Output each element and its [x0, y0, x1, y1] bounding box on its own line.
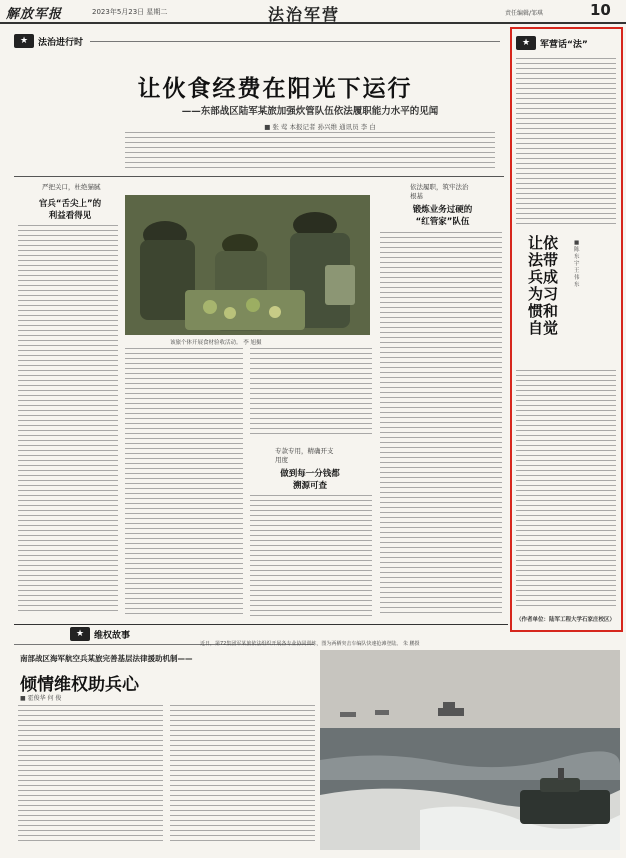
- editor-credit: 责任编辑/邹琪: [505, 10, 544, 17]
- story2-byline: ■ 霍俊华 何 俊: [20, 695, 62, 702]
- story2-title: 倾情维权助兵心: [20, 675, 139, 695]
- subtitle-3c: 做到每一分钱都: [280, 469, 340, 479]
- column-tag-law-progress: [14, 34, 83, 48]
- commentary-byline: ■ 陈东宇 王伟东: [574, 240, 580, 288]
- subtitle-2d: “红管家”队伍: [415, 217, 470, 227]
- subtitle-1b: 官兵“舌尖上”的: [38, 199, 102, 209]
- newspaper-logo: 解放军报: [6, 7, 63, 22]
- story2-text-column-1: [18, 705, 163, 845]
- subtitle-1c: 利益看得见: [48, 211, 92, 221]
- main-photo-caption: 该旅个体开展食材验收活动。 李 旭摄: [170, 340, 262, 346]
- column-tag-label: 维权故事: [94, 630, 131, 641]
- divider: [14, 624, 508, 625]
- text-column-4: [380, 232, 502, 617]
- commentary-text-bottom: [516, 370, 616, 610]
- kicker-2b: 根基: [410, 192, 423, 200]
- star-icon: ★: [14, 34, 34, 48]
- star-icon: ★: [516, 36, 536, 50]
- divider: [14, 176, 504, 177]
- page-number: 10: [590, 1, 611, 19]
- commentary-text-top: [516, 58, 616, 228]
- star-icon: ★: [70, 627, 90, 641]
- commentary-title: 让依法带兵成为习惯和自觉: [528, 234, 559, 337]
- column-tag-label: 法治进行时: [38, 37, 84, 48]
- amphibious-landing-photo: [320, 650, 620, 850]
- lead-paragraph: [125, 132, 495, 170]
- soldiers-inspecting-food-image: [125, 195, 370, 335]
- main-photo: [125, 195, 370, 335]
- commentary-author-note: （作者单位：陆军工程大学石家庄校区）: [516, 617, 616, 623]
- issue-date: 2023年5月23日 星期二: [92, 8, 168, 16]
- column-tag-label: 军营话“法”: [540, 39, 588, 50]
- amphibious-vehicles-image: [320, 650, 620, 850]
- photo2-caption: 近日，第72集团军某旅依法组织开展各专业协同训练，图为两栖突击车编队快速抢滩登陆。 朱 鹏摄: [200, 641, 420, 647]
- subtitle-2c: 锻炼业务过硬的: [412, 205, 473, 215]
- masthead: [0, 0, 626, 24]
- main-headline: 让伙食经费在阳光下运行: [137, 76, 413, 102]
- text-column-3a: [250, 348, 372, 438]
- section-title: 法治军营: [268, 5, 341, 24]
- column-tag-rights-story: [70, 627, 130, 641]
- kicker-2a: 依法履职，筑牢法治: [410, 183, 469, 191]
- text-column-2: [125, 348, 243, 616]
- kicker-3b: 用度: [275, 456, 288, 464]
- main-subhead: ——东部战区陆军某旅加强炊管队伍依法履职能力水平的见闻: [181, 106, 439, 117]
- kicker-3a: 专款专用，精确开支: [275, 447, 334, 455]
- kicker-1a: 严把关口，杜绝猫腻: [42, 183, 101, 191]
- text-column-3b: [250, 495, 372, 617]
- text-column-1: [18, 225, 118, 615]
- story2-kicker: 南部战区海军航空兵某旅完善基层法律援助机制——: [20, 654, 193, 663]
- story2-text-column-2: [170, 705, 315, 845]
- column-tag-army-talk-law: [516, 36, 588, 50]
- main-byline: ■ 张 莺 本报记者 孙兴维 通讯员 李 白: [264, 123, 376, 131]
- divider: [90, 41, 500, 42]
- subtitle-3d: 溯源可查: [292, 481, 327, 491]
